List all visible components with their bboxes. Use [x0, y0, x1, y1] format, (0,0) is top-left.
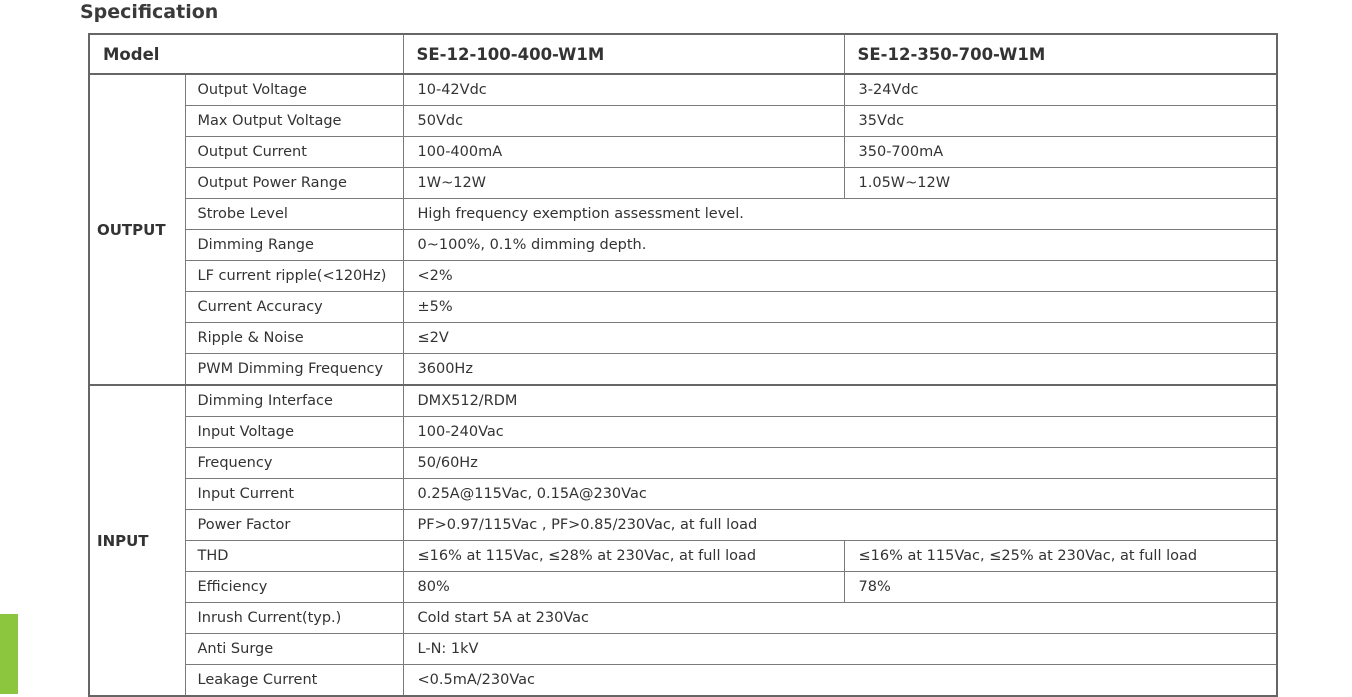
value-model-a: <2%: [403, 261, 1277, 292]
table-row: [89, 261, 1277, 292]
value-model-a: 0~100%, 0.1% dimming depth.: [403, 230, 1277, 261]
table-row: [89, 354, 1277, 386]
model-label: Model: [89, 34, 403, 74]
parameter-name: Anti Surge: [185, 634, 403, 665]
model-a-header: SE-12-100-400-W1M: [403, 34, 844, 74]
table-row: [89, 199, 1277, 230]
value-model-b: 350-700mA: [844, 137, 1277, 168]
value-model-a: 1W~12W: [403, 168, 844, 199]
parameter-name: Output Power Range: [185, 168, 403, 199]
parameter-name: Current Accuracy: [185, 292, 403, 323]
table-row: [89, 603, 1277, 634]
value-model-a: 100-240Vac: [403, 417, 1277, 448]
value-model-b: 3-24Vdc: [844, 74, 1277, 106]
parameter-name: Leakage Current: [185, 665, 403, 697]
parameter-name: Dimming Interface: [185, 385, 403, 417]
parameter-name: LF current ripple(<120Hz): [185, 261, 403, 292]
table-row: [89, 665, 1277, 697]
value-model-b: 78%: [844, 572, 1277, 603]
parameter-name: Output Voltage: [185, 74, 403, 106]
parameter-name: Dimming Range: [185, 230, 403, 261]
section-label-output: OUTPUT: [89, 74, 185, 385]
parameter-name: Input Voltage: [185, 417, 403, 448]
value-model-a: ≤2V: [403, 323, 1277, 354]
page-title: Specification: [80, 1, 219, 23]
value-model-a: Cold start 5A at 230Vac: [403, 603, 1277, 634]
table-row: [89, 74, 1277, 106]
value-model-a: L-N: 1kV: [403, 634, 1277, 665]
value-model-a: 50Vdc: [403, 106, 844, 137]
table-row: [89, 634, 1277, 665]
table-row: [89, 385, 1277, 417]
parameter-name: Frequency: [185, 448, 403, 479]
table-row: [89, 106, 1277, 137]
accent-bar: [0, 614, 18, 694]
parameter-name: Strobe Level: [185, 199, 403, 230]
value-model-b: 35Vdc: [844, 106, 1277, 137]
table-row: [89, 572, 1277, 603]
model-b-header: SE-12-350-700-W1M: [844, 34, 1277, 74]
value-model-a: DMX512/RDM: [403, 385, 1277, 417]
table-row: [89, 230, 1277, 261]
value-model-a: PF>0.97/115Vac , PF>0.85/230Vac, at full load: [403, 510, 1277, 541]
value-model-a: 10-42Vdc: [403, 74, 844, 106]
value-model-a: <0.5mA/230Vac: [403, 665, 1277, 697]
table-row: [89, 510, 1277, 541]
parameter-name: Power Factor: [185, 510, 403, 541]
table-row: [89, 292, 1277, 323]
table-row: [89, 137, 1277, 168]
value-model-a: 50/60Hz: [403, 448, 1277, 479]
value-model-a: ±5%: [403, 292, 1277, 323]
parameter-name: Efficiency: [185, 572, 403, 603]
table-row: [89, 448, 1277, 479]
table-row: [89, 323, 1277, 354]
parameter-name: Output Current: [185, 137, 403, 168]
value-model-a: 80%: [403, 572, 844, 603]
table-row: [89, 417, 1277, 448]
value-model-b: 1.05W~12W: [844, 168, 1277, 199]
parameter-name: Input Current: [185, 479, 403, 510]
table-row: [89, 541, 1277, 572]
value-model-a: 0.25A@115Vac, 0.15A@230Vac: [403, 479, 1277, 510]
value-model-a: 3600Hz: [403, 354, 1277, 386]
value-model-a: ≤16% at 115Vac, ≤28% at 230Vac, at full load: [403, 541, 844, 572]
specification-table: [88, 33, 1278, 697]
table-header-row: [89, 34, 1277, 74]
value-model-b: ≤16% at 115Vac, ≤25% at 230Vac, at full load: [844, 541, 1277, 572]
parameter-name: PWM Dimming Frequency: [185, 354, 403, 386]
table-row: [89, 168, 1277, 199]
value-model-a: High frequency exemption assessment level.: [403, 199, 1277, 230]
section-label-input: INPUT: [89, 385, 185, 696]
parameter-name: Ripple & Noise: [185, 323, 403, 354]
value-model-a: 100-400mA: [403, 137, 844, 168]
table-row: [89, 479, 1277, 510]
parameter-name: THD: [185, 541, 403, 572]
parameter-name: Max Output Voltage: [185, 106, 403, 137]
parameter-name: Inrush Current(typ.): [185, 603, 403, 634]
